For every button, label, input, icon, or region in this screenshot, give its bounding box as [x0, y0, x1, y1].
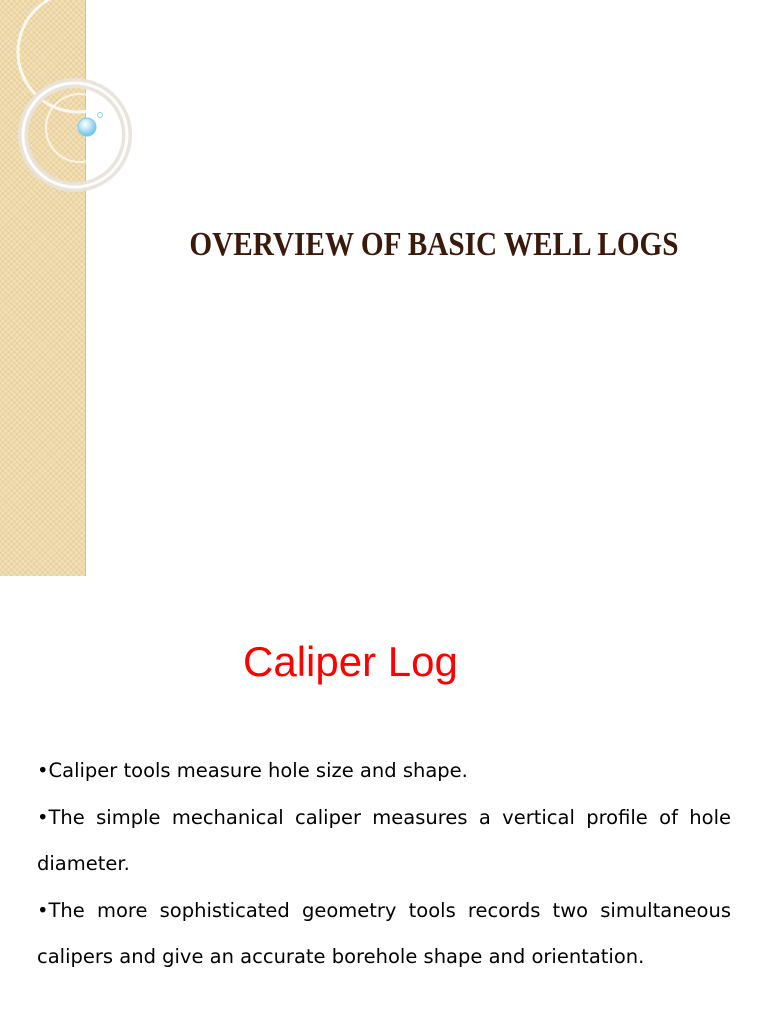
blue-bubble: [78, 118, 96, 136]
bullet-item: •Caliper tools measure hole size and shape.: [37, 759, 468, 782]
tiny-bubble: [98, 113, 103, 118]
bullet-list: [37, 748, 731, 981]
slide-title: OVERVIEW OF BASIC WELL LOGS: [189, 226, 679, 263]
bullet-item: •The simple mechanical caliper measures a vertical profile of hole diameter.: [37, 805, 731, 875]
decorative-rings: [0, 0, 140, 200]
section-heading: Caliper Log: [243, 638, 458, 685]
thick-ring-highlight: [23, 83, 127, 187]
caliper-slide: [0, 576, 768, 1024]
bullet-item: •The more sophisticated geometry tools records two simultaneous calipers and give an accurate borehole shape and orientation.: [37, 898, 731, 968]
